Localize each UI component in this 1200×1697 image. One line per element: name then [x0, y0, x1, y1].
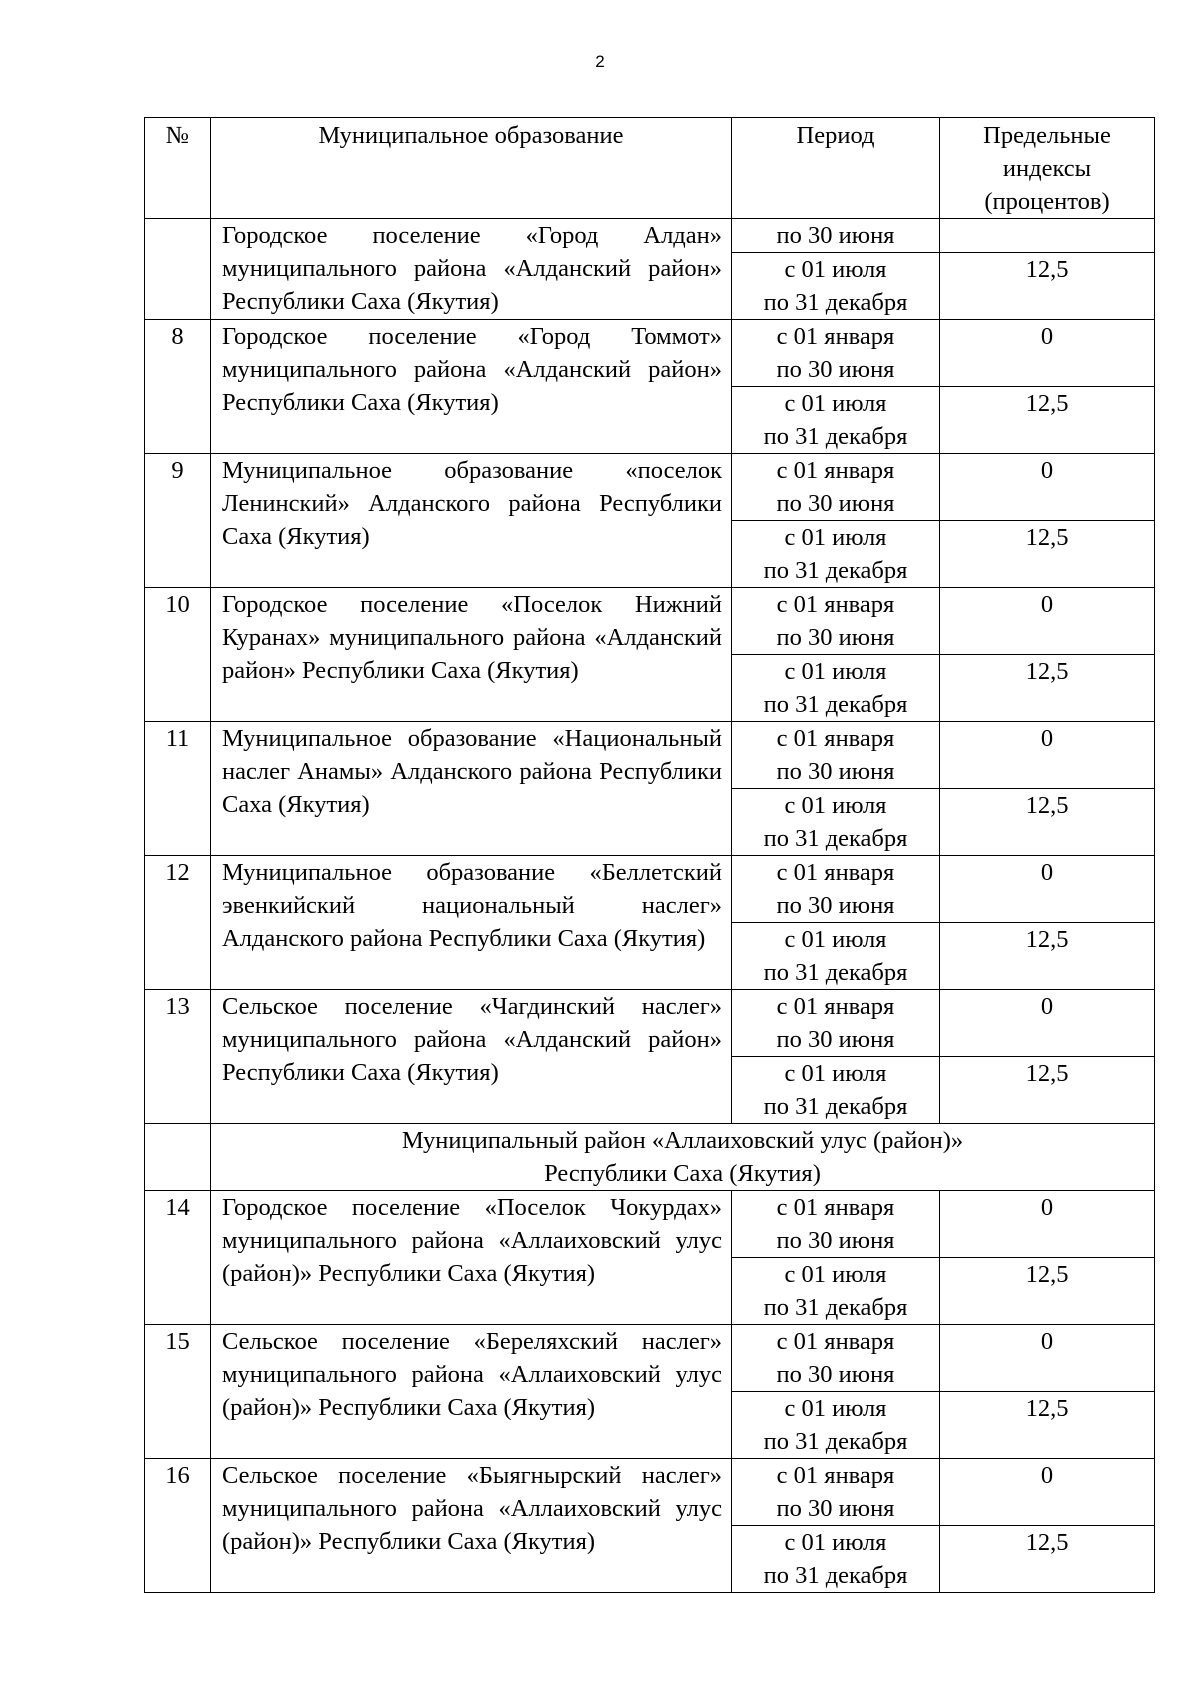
municipality-name: Муниципальное образование «Национальный наслег Анамы» Алданского района Республики Саха (Якутия) [211, 722, 732, 856]
tariff-index-table [144, 117, 1155, 1593]
municipality-name: Городское поселение «Город Алдан» муниципального района «Алданский район» Республики Саха (Якутия) [211, 219, 732, 320]
period-to: по 30 июня [776, 624, 895, 651]
period-from: с 01 января [776, 1328, 895, 1355]
period-from: с 01 января [776, 591, 895, 618]
period-from: с 01 июля [784, 1261, 887, 1288]
table-header-row [145, 118, 1155, 219]
period-to: по 31 декабря [763, 557, 908, 584]
index-value: 0 [940, 1325, 1155, 1392]
index-value: 12,5 [940, 923, 1155, 990]
period-second-half [732, 253, 940, 320]
table-row [145, 588, 1155, 655]
index-value: 0 [940, 1191, 1155, 1258]
period-second-half [732, 1392, 940, 1459]
table-row [145, 1191, 1155, 1258]
row-number: 11 [145, 722, 211, 856]
period-second-half [732, 655, 940, 722]
period-from: с 01 января [776, 993, 895, 1020]
period-to: по 31 декабря [763, 1294, 908, 1321]
period-from: с 01 июля [784, 1529, 887, 1556]
index-value: 12,5 [940, 387, 1155, 454]
period-second-half [732, 387, 940, 454]
row-number [145, 219, 211, 320]
table-body [145, 219, 1155, 1593]
row-number: 8 [145, 320, 211, 454]
index-value: 0 [940, 990, 1155, 1057]
row-number: 12 [145, 856, 211, 990]
period-to: по 30 июня [776, 356, 895, 383]
section-header-row [145, 1124, 1155, 1191]
period-from: с 01 июля [784, 256, 887, 283]
period-from: с 01 июля [784, 926, 887, 953]
index-value: 12,5 [940, 655, 1155, 722]
header-limit-index-line1: Предельные [983, 122, 1111, 149]
period-from: с 01 июля [784, 1060, 887, 1087]
period-from: с 01 января [776, 1462, 895, 1489]
period-first-half [732, 454, 940, 521]
index-value: 12,5 [940, 1057, 1155, 1124]
index-value: 0 [940, 320, 1155, 387]
index-value: 0 [940, 856, 1155, 923]
period-from: с 01 января [776, 457, 895, 484]
period-to: по 30 июня [776, 1361, 895, 1388]
index-value: 0 [940, 1459, 1155, 1526]
section-title [211, 1124, 1155, 1191]
municipality-name: Сельское поселение «Быягнырский наслег» муниципального района «Аллаиховский улус (район)» Республики Саха (Якутия) [211, 1459, 732, 1593]
header-number: № [145, 118, 211, 219]
table-row [145, 1459, 1155, 1526]
period-from: с 01 июля [784, 1395, 887, 1422]
row-number: 9 [145, 454, 211, 588]
period-to: по 30 июня [776, 1495, 895, 1522]
period-to: по 31 декабря [763, 423, 908, 450]
period-to: по 30 июня [776, 758, 895, 785]
period-first-half [732, 588, 940, 655]
index-value: 12,5 [940, 253, 1155, 320]
period-from: с 01 января [776, 323, 895, 350]
period-second-half [732, 521, 940, 588]
index-value: 12,5 [940, 521, 1155, 588]
section-title-line2: Республики Саха (Якутия) [544, 1160, 821, 1187]
period-second-half [732, 1258, 940, 1325]
index-value: 0 [940, 454, 1155, 521]
page-number: 2 [595, 52, 605, 71]
period-from: с 01 января [776, 1194, 895, 1221]
municipality-name: Городское поселение «Город Томмот» муниципального района «Алданский район» Республики Саха (Якутия) [211, 320, 732, 454]
period-second-half [732, 1057, 940, 1124]
period-second-half [732, 923, 940, 990]
period-first-half [732, 1459, 940, 1526]
index-value: 12,5 [940, 1526, 1155, 1593]
municipality-name: Городское поселение «Поселок Чокурдах» муниципального района «Аллаиховский улус (район)» Республики Саха (Якутия) [211, 1191, 732, 1325]
table-row [145, 1325, 1155, 1392]
period-from: с 01 июля [784, 658, 887, 685]
period-second-half [732, 1526, 940, 1593]
index-value: 0 [940, 588, 1155, 655]
table-row [145, 856, 1155, 923]
header-limit-index-line2: индексы [1002, 155, 1092, 182]
period-from: с 01 января [776, 725, 895, 752]
index-value: 12,5 [940, 1258, 1155, 1325]
row-number: 15 [145, 1325, 211, 1459]
period-first-half [732, 990, 940, 1057]
table-row [145, 320, 1155, 387]
header-municipality: Муниципальное образование [211, 118, 732, 219]
period-first-half [732, 320, 940, 387]
period-to: по 31 декабря [763, 289, 908, 316]
table-row [145, 219, 1155, 253]
period-from: с 01 июля [784, 390, 887, 417]
period-first-half [732, 1325, 940, 1392]
period-to: по 31 декабря [763, 1093, 908, 1120]
table-row [145, 990, 1155, 1057]
municipality-name: Муниципальное образование «поселок Ленинский» Алданского района Республики Саха (Якутия) [211, 454, 732, 588]
index-value: 12,5 [940, 789, 1155, 856]
period-first-half [732, 856, 940, 923]
municipality-name: Сельское поселение «Чагдинский наслег» муниципального района «Алданский район» Республики Саха (Якутия) [211, 990, 732, 1124]
period-first-half: по 30 июня [732, 219, 940, 253]
row-number: 14 [145, 1191, 211, 1325]
period-to: по 31 декабря [763, 1428, 908, 1455]
period-to: по 31 декабря [763, 691, 908, 718]
period-first-half [732, 1191, 940, 1258]
header-period: Период [732, 118, 940, 219]
period-from: с 01 января [776, 859, 895, 886]
period-from: с 01 июля [784, 524, 887, 551]
period-to: по 30 июня [776, 892, 895, 919]
municipality-name: Муниципальное образование «Беллетский эвенкийский национальный наслег» Алданского района Республики Саха (Якутия) [211, 856, 732, 990]
period-from: с 01 июля [784, 792, 887, 819]
period-to: по 30 июня [776, 1227, 895, 1254]
period-to: по 31 декабря [763, 1562, 908, 1589]
municipality-name: Сельское поселение «Береляхский наслег» муниципального района «Аллаиховский улус (район)» Республики Саха (Якутия) [211, 1325, 732, 1459]
section-number-cell [145, 1124, 211, 1191]
row-number: 13 [145, 990, 211, 1124]
row-number: 10 [145, 588, 211, 722]
index-value: 12,5 [940, 1392, 1155, 1459]
period-first-half [732, 722, 940, 789]
period-to: по 31 декабря [763, 959, 908, 986]
section-title-line1: Муниципальный район «Аллаиховский улус (район)» [401, 1127, 964, 1154]
period-to: по 31 декабря [763, 825, 908, 852]
period-to: по 30 июня [776, 490, 895, 517]
period-to: по 30 июня [776, 1026, 895, 1053]
index-value [940, 219, 1155, 253]
table-row [145, 454, 1155, 521]
row-number: 16 [145, 1459, 211, 1593]
period-second-half [732, 789, 940, 856]
index-value: 0 [940, 722, 1155, 789]
header-limit-index-line3: (процентов) [984, 188, 1110, 215]
header-limit-index [940, 118, 1155, 219]
table-row [145, 722, 1155, 789]
municipality-name: Городское поселение «Поселок Нижний Куранах» муниципального района «Алданский район» Республики Саха (Якутия) [211, 588, 732, 722]
